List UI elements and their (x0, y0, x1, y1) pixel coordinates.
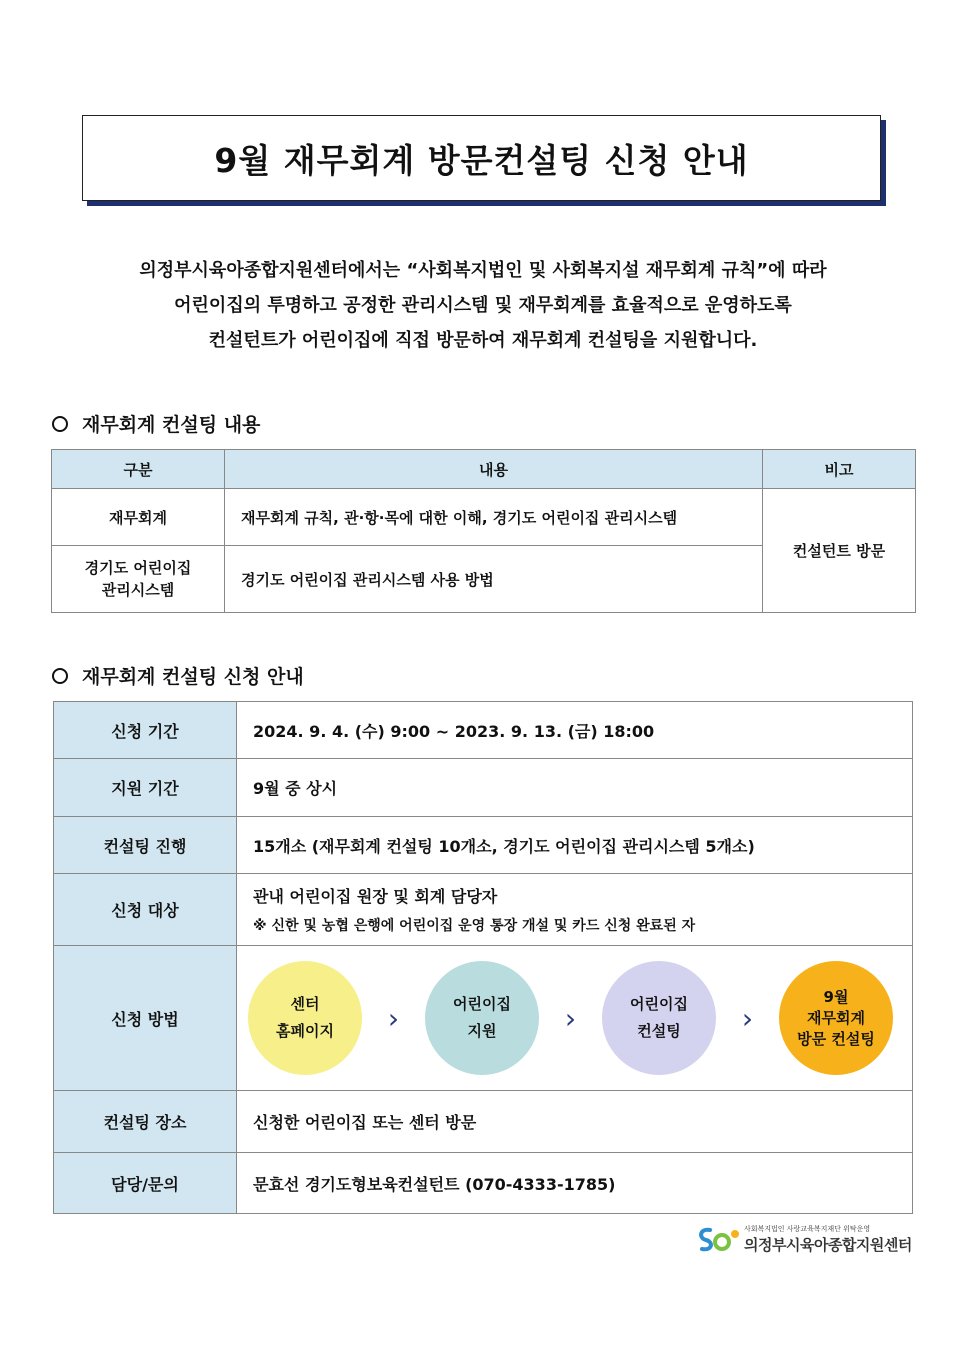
row-value: 문효선 경기도형보육컨설턴트 (070-4333-1785) (237, 1153, 913, 1214)
intro-line: 컨설턴트가 어린이집에 직접 방문하여 재무회계 컨설팅을 지원합니다. (208, 330, 758, 351)
logo-subtitle: 사회복지법인 사랑교육복지재단 위탁운영 (744, 1224, 871, 1233)
table-cell-note: 컨설턴트 방문 (763, 489, 916, 613)
target-note: ※ 신한 및 농협 은행에 어린이집 운영 통장 개설 및 카드 신청 완료된 자 (253, 918, 696, 934)
row-label: 컨설팅 진행 (54, 817, 237, 874)
intro-line: 의정부시육아종합지원센터에서는 “사회복지법인 및 사회복지설 재무회계 규칙”에 따라 (139, 260, 827, 281)
row-label: 신청 기간 (54, 702, 237, 759)
table-row (52, 489, 916, 546)
section-heading-text: 재무회계 컨설팅 내용 (82, 414, 261, 436)
step-text: 센터 (290, 995, 320, 1013)
row-label: 담당/문의 (54, 1153, 237, 1214)
table-header-row (52, 450, 916, 489)
step-circle-apply (425, 961, 539, 1075)
row-label: 지원 기간 (54, 759, 237, 817)
logo-text (744, 1224, 912, 1255)
consulting-content-table (51, 449, 916, 613)
row-label: 신청 방법 (54, 946, 237, 1091)
step-circle-homepage (248, 961, 362, 1075)
row-value: 신청한 어린이집 또는 센터 방문 (237, 1091, 913, 1153)
row-value: 15개소 (재무회계 컨설팅 10개소, 경기도 어린이집 관리시스템 5개소) (237, 817, 913, 874)
step-text: 지원 (467, 1022, 497, 1040)
step-text: 컨설팅 (637, 1022, 681, 1040)
row-label: 컨설팅 장소 (54, 1091, 237, 1153)
step-text: 9월 (823, 987, 849, 1006)
method-steps (238, 947, 911, 1089)
step-circle-visit (779, 961, 893, 1075)
row-value: 2024. 9. 4. (수) 9:00 ~ 2023. 9. 13. (금) 18:00 (237, 702, 913, 759)
table-row (54, 759, 913, 817)
table-cell-category: 재무회계 (52, 489, 225, 546)
method-steps-cell (237, 946, 913, 1091)
table-row (54, 817, 913, 874)
table-row (54, 946, 913, 1091)
table-row (54, 702, 913, 759)
circle-bullet-icon (52, 668, 68, 684)
table-cell-content: 재무회계 규칙, 관·항·목에 대한 이해, 경기도 어린이집 관리시스템 (225, 489, 763, 546)
table-cell-category (52, 546, 225, 613)
section-heading-application (52, 662, 304, 689)
section-heading-text: 재무회계 컨설팅 신청 안내 (82, 666, 304, 688)
chevron-right-icon: › (741, 1001, 754, 1035)
table-row (54, 874, 913, 946)
chevron-right-icon: › (564, 1001, 577, 1035)
table-cell-content: 경기도 어린이집 관리시스템 사용 방법 (225, 546, 763, 613)
intro-paragraph (40, 253, 926, 358)
step-text: 재무회계 (807, 1008, 865, 1027)
target-text: 관내 어린이집 원장 및 회계 담당자 (253, 887, 498, 906)
step-text: 어린이집 (630, 995, 688, 1013)
logo-mark-icon (696, 1224, 742, 1254)
category-line: 관리시스템 (101, 581, 175, 599)
logo-name: 의정부시육아종합지원센터 (744, 1235, 912, 1254)
category-line: 경기도 어린이집 (84, 559, 192, 577)
step-circle-consulting (602, 961, 716, 1075)
row-label: 신청 대상 (54, 874, 237, 946)
table-header: 구분 (52, 450, 225, 489)
center-logo (696, 1224, 912, 1254)
title-box (82, 115, 881, 201)
page-title: 9월 재무회계 방문컨설팅 신청 안내 (214, 140, 749, 180)
step-text: 홈페이지 (276, 1022, 334, 1040)
table-row (54, 1153, 913, 1214)
section-heading-content (52, 410, 260, 437)
intro-line: 어린이집의 투명하고 공정한 관리시스템 및 재무회계를 효율적으로 운영하도록 (174, 295, 792, 316)
circle-bullet-icon (52, 416, 68, 432)
application-info-table (53, 701, 913, 1214)
table-header: 내용 (225, 450, 763, 489)
chevron-right-icon: › (387, 1001, 400, 1035)
row-value (237, 874, 913, 946)
table-row (54, 1091, 913, 1153)
table-header: 비고 (763, 450, 916, 489)
step-text: 어린이집 (453, 995, 511, 1013)
row-value: 9월 중 상시 (237, 759, 913, 817)
step-text: 방문 컨설팅 (797, 1029, 875, 1048)
